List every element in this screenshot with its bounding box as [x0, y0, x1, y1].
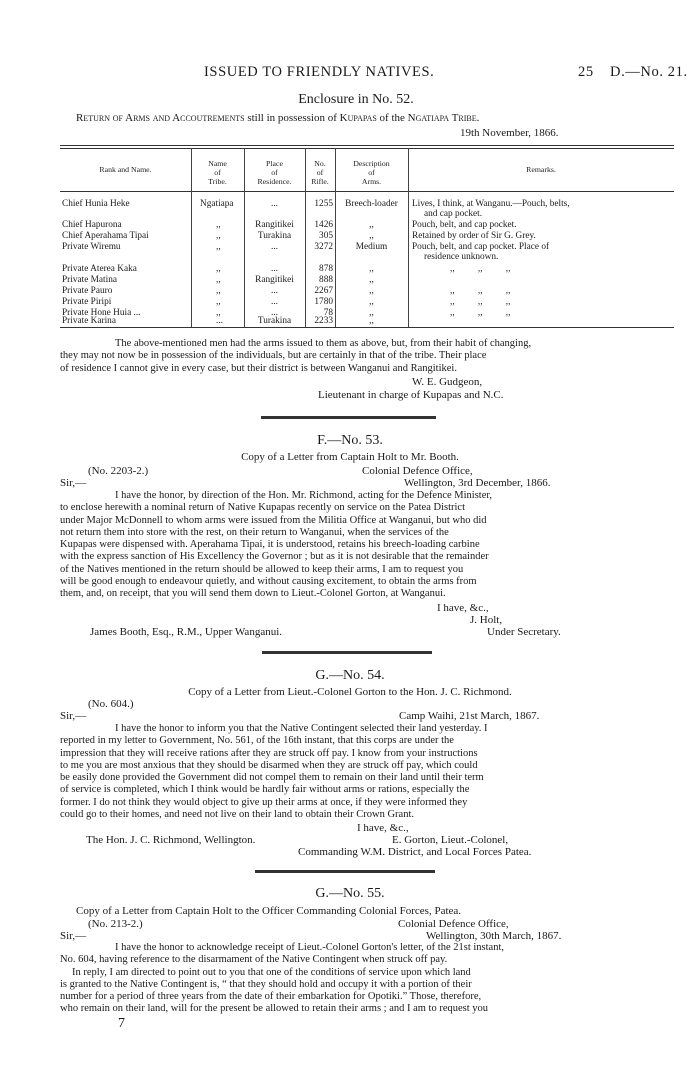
cell-place: ... [271, 308, 278, 318]
letter55-office: Colonial Defence Office, [398, 918, 509, 930]
cell-tribe: ,, [216, 286, 221, 296]
letter53-date: Wellington, 3rd December, 1866. [404, 477, 551, 489]
letter55-body: I have the honor to acknowledge receipt of Lieut.-Colonel Gorton's letter, of the 21st instant, No. 604, having reference to the disarmament of the Native Contingent when struck off pay. In reply, I am directed to point out to you that one of the conditions of service upon which land is granted to the Native Contingent is, “ that they should hold and occupy it with a portion of their number for a period of three years from the date of their embarkation for Opotiki.” Those, therefore, who remain on their land, will for the present be allowed to retain their arms ; and I am to request you [60, 942, 504, 1015]
letter54-signer-title: Commanding W.M. District, and Local Forces Patea. [298, 846, 532, 858]
cell-remarks-cont: and cap pocket. [424, 209, 483, 219]
header-tribe: Name of Tribe. [208, 159, 227, 186]
cell-place: Turakina [257, 231, 292, 241]
letter54-salutation: Sir,— [60, 710, 87, 722]
letter54-body: I have the honor to inform you that the Native Contingent selected their land yesterday. I reported in my letter to Government, No. 561, of the 16th instant, that this corps are under the impression that they will receive rations after they are struck off pay. I know from your instructions to me you are most anxious that they should be disarmed when they are struck off pay, which could be easily done provided the Government did not compel them to remain on their land until their term of service is completed, which I think would be hardly fair without arms or rations, especially the former. I do not think they would object to give up their arms at once, if they were informed they could go to their homes, and need not live on their land to obtain their Crown Grant. [60, 723, 488, 821]
cell-tribe: ,, [216, 242, 221, 252]
cell-arms: Medium [355, 242, 388, 252]
document-reference: D.—No. 21. [610, 64, 688, 80]
cell-arms: ,, [369, 220, 374, 230]
section-separator [262, 651, 432, 654]
cell-name: Private Wiremu [62, 242, 121, 252]
letter54-date: Camp Waihi, 21st March, 1867. [399, 710, 540, 722]
note-signature: W. E. Gudgeon, [412, 376, 483, 388]
cell-tribe: ,, [216, 264, 221, 274]
cell-rifle: 2267 [314, 286, 333, 296]
cell-remarks: Lives, I think, at Wanganu.—Pouch, belts, [412, 199, 570, 209]
cell-tribe: ... [216, 316, 223, 326]
header-rifle: No. of Rifle. [311, 159, 329, 186]
section-separator [255, 870, 435, 873]
letter54-title: G.—No. 54. [315, 668, 385, 683]
cell-arms: ,, [369, 297, 374, 307]
letter55-ref: (No. 213-2.) [88, 918, 143, 930]
cell-remarks: ,, ,, ,, [450, 286, 511, 296]
letter54-ref: (No. 604.) [88, 698, 134, 710]
cell-name: Private Karina [62, 316, 116, 326]
cell-tribe: ,, [216, 275, 221, 285]
cell-tribe: ,, [216, 231, 221, 241]
return-title: Return of Arms and Accoutrements still in possession of Kupapas of the Ngatiapa Tribe. [76, 112, 480, 124]
table-header-rule [60, 191, 674, 192]
cell-remarks: ,, ,, ,, [450, 297, 511, 307]
cell-arms: ,, [369, 316, 374, 326]
note-signer-title: Lieutenant in charge of Kupapas and N.C. [318, 389, 504, 401]
running-header-title: ISSUED TO FRIENDLY NATIVES. [204, 64, 435, 80]
signature-mark: 7 [118, 1016, 125, 1031]
letter53-addressee: James Booth, Esq., R.M., Upper Wanganui. [90, 626, 283, 638]
cell-rifle: 1255 [314, 199, 333, 209]
letter54-addressee: The Hon. J. C. Richmond, Wellington. [86, 834, 256, 846]
letter53-body: I have the honor, by direction of the Hon. Mr. Richmond, acting for the Defence Minister, to enclose herewith a nominal return of Native Kupapas recently on service on the Patea District under Major McDonnell to whom arms were issued from the Militia Office at Wanganui, but who did not return them into store with the rest, on their return to Wanganui, when the services of the Kupapas were dispensed with. Aperahama Tipai, it is understood, retains his breech-loading carbine with the express sanction of His Excellency the Governor ; but as it is not desirable that the remainder of the Natives mentioned in the return should be allowed to keep their arms, I am to request you will be good enough to endeavour quietly, and without causing excitement, to obtain the arms from them, and, on receipt, that you will send them down to Lieut.-Colonel Gorton, at Wanganui. [60, 490, 493, 600]
return-date: 19th November, 1866. [460, 127, 559, 139]
header-remarks: Remarks. [526, 165, 556, 174]
letter53-office: Colonial Defence Office, [362, 465, 473, 477]
page-number: 25 [578, 64, 594, 80]
cell-name: Private Aterea Kaka [62, 264, 137, 274]
cell-arms: Breech-loader [345, 199, 398, 209]
cell-remarks: ,, ,, ,, [450, 308, 511, 318]
cell-name: Private Piripi [62, 297, 112, 307]
header-rank-name: Rank and Name. [99, 165, 152, 174]
cell-place: ... [271, 199, 278, 209]
letter55-title: G.—No. 55. [315, 886, 385, 901]
cell-name: Chief Hunia Heke [62, 199, 130, 209]
cell-place: Rangitikei [255, 275, 294, 285]
header-arms: Description of Arms. [353, 159, 390, 186]
cell-place: ... [271, 286, 278, 296]
cell-tribe: ,, [216, 297, 221, 307]
cell-remarks: Pouch, belt, and cap pocket. [412, 220, 517, 230]
cell-place: Rangitikei [255, 220, 294, 230]
letter53-signer: J. Holt, [470, 614, 503, 626]
cell-rifle: 878 [319, 264, 333, 274]
cell-name: Private Matina [62, 275, 117, 285]
letter53-ref: (No. 2203-2.) [88, 465, 149, 477]
cell-rifle: 2233 [314, 316, 333, 326]
cell-remarks-cont: residence unknown. [424, 252, 499, 262]
letter54-signer: E. Gorton, Lieut.-Colonel, [392, 834, 509, 846]
enclosure-title: Enclosure in No. 52. [298, 92, 414, 107]
table-top-rule [60, 145, 674, 146]
letter55-subtitle: Copy of a Letter from Captain Holt to the Officer Commanding Colonial Forces, Patea. [76, 905, 462, 917]
letter53-subtitle: Copy of a Letter from Captain Holt to Mr. Booth. [241, 451, 459, 463]
cell-rifle: 1780 [314, 297, 333, 307]
cell-name: Private Hone Huia ... [62, 308, 141, 318]
cell-place: Turakina [257, 316, 292, 326]
letter55-date: Wellington, 30th March, 1867. [426, 930, 562, 942]
cell-arms: ,, [369, 286, 374, 296]
cell-remarks: Retained by order of Sir G. Grey. [412, 231, 536, 241]
table-top-rule-2 [60, 148, 674, 149]
letter54-subtitle: Copy of a Letter from Lieut.-Colonel Gorton to the Hon. J. C. Richmond. [188, 686, 512, 698]
cell-rifle: 3272 [314, 242, 333, 252]
cell-rifle: 305 [319, 231, 333, 241]
cell-place: ... [271, 264, 278, 274]
table-bottom-rule [60, 327, 674, 328]
letter53-title: F.—No. 53. [317, 433, 383, 448]
cell-arms: ,, [369, 231, 374, 241]
cell-remarks: ,, ,, ,, [450, 264, 511, 274]
letter53-signer-title: Under Secretary. [487, 626, 561, 638]
letter54-closing: I have, &c., [357, 822, 409, 834]
cell-rifle: 1426 [314, 220, 333, 230]
letter55-salutation: Sir,— [60, 930, 87, 942]
cell-arms: ,, [369, 308, 374, 318]
cell-place: ... [271, 297, 278, 307]
letter53-closing: I have, &c., [437, 602, 489, 614]
cell-tribe: Ngatiapa [200, 199, 234, 209]
cell-name: Chief Hapurona [62, 220, 122, 230]
cell-arms: ,, [369, 275, 374, 285]
cell-place: ... [271, 242, 278, 252]
cell-remarks: Pouch, belt, and cap pocket. Place of [412, 242, 550, 252]
cell-arms: ,, [369, 264, 374, 274]
return-note: The above-mentioned men had the arms issued to them as above, but, from their habit of changing, they may not now be in possession of the individuals, but are certainly in that of the tribe. Their place of residence I cannot give in every case, but their district is between Wanganui and Rangitikei. [60, 338, 532, 374]
cell-tribe: ,, [216, 308, 221, 318]
header-place: Place of Residence. [257, 159, 292, 186]
cell-rifle: 78 [323, 308, 333, 318]
cell-name: Chief Aperahama Tipai [62, 231, 149, 241]
section-separator [261, 416, 436, 419]
cell-name: Private Pauro [62, 286, 113, 296]
table-column-divider [408, 148, 409, 327]
cell-rifle: 888 [319, 275, 333, 285]
letter53-salutation: Sir,— [60, 477, 87, 489]
cell-tribe: ,, [216, 220, 221, 230]
